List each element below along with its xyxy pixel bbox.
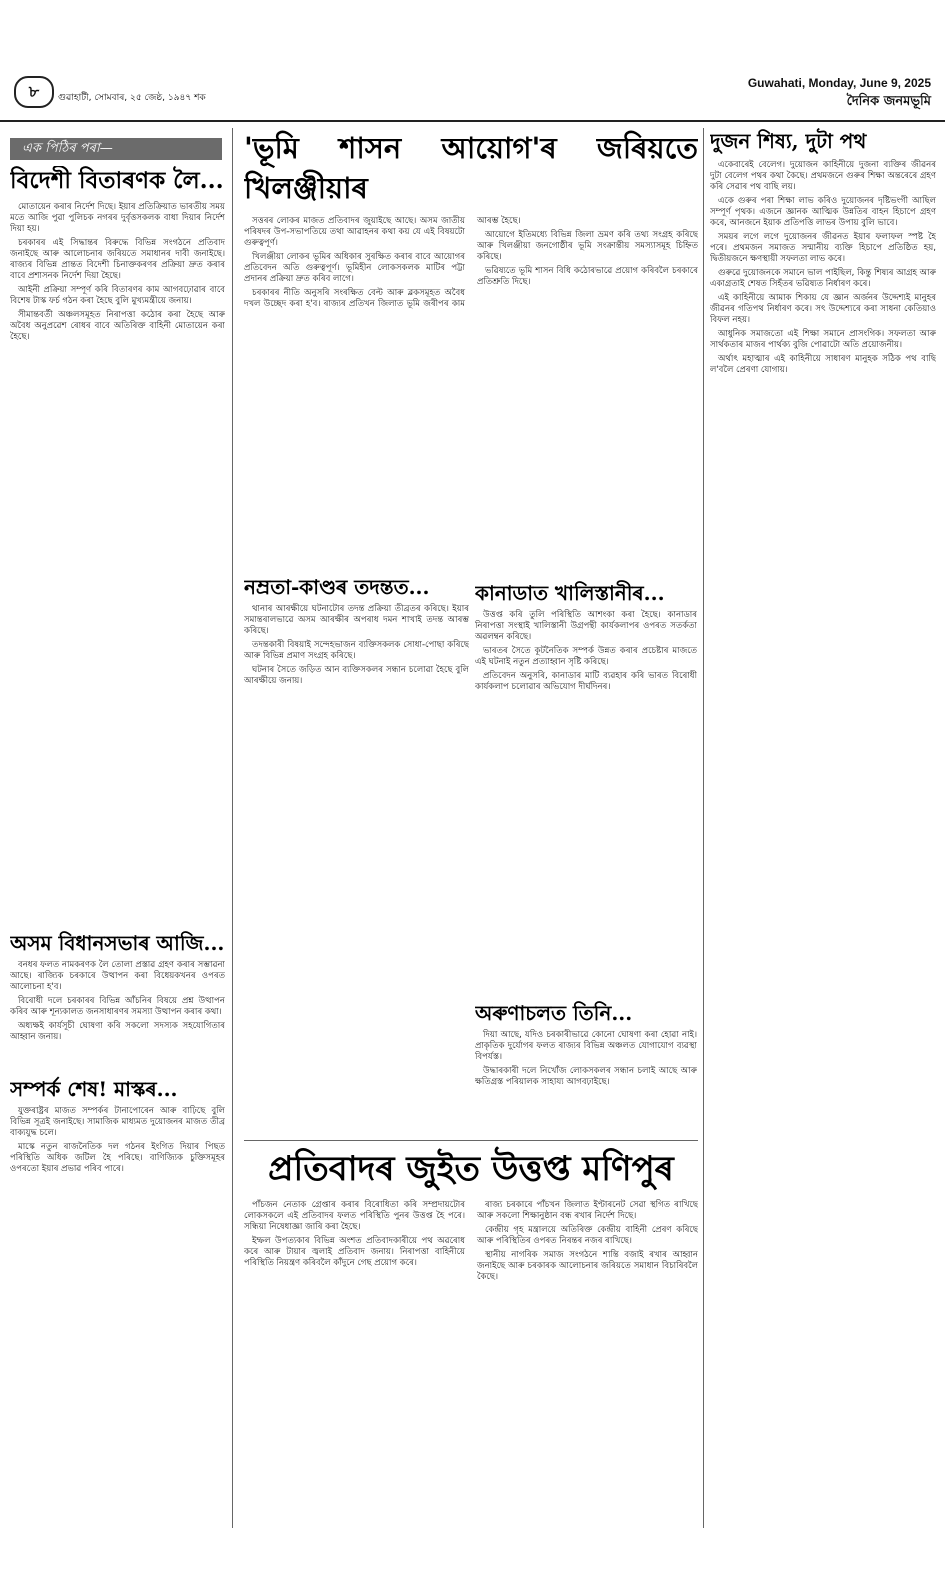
headline-manipur: প্ৰতিবাদৰ জুইত উত্তপ্ত মণিপুৰ xyxy=(268,1149,674,1189)
foreign-para: আইনী প্ৰক্ৰিয়া সম্পূৰ্ণ কৰি বিতাৰণৰ কাম আগবঢ়োৱাৰ বাবে বিশেষ টাস্ক ফৰ্চ গঠন কৰা হৈছে বুলি মুখ্যমন্ত্ৰীয়ে জনায়। xyxy=(10,285,225,306)
disciples-para: সময়ৰ লগে লগে দুয়োজনৰ জীৱনত ইয়াৰ ফলাফল স্পষ্ট হৈ পৰে। প্ৰথমজন সমাজত সন্মানীয় ব্যক্তি হিচাপে প্ৰতিষ্ঠিত হয়, দ্বিতীয়জনে ক্ষণস্থায়ী সফলতা লাভ কৰে। xyxy=(710,232,936,264)
article-manipur xyxy=(244,1146,698,1526)
headline-canada: কানাডাত খালিস্তানীৰ... xyxy=(475,581,665,605)
canada-para: উত্তপ্ত কৰি তুলি পৰিস্থিতি আশংকা কৰা হৈছে। কানাডাৰ নিৰাপত্তা সংস্থাই খালিস্তানী উগ্ৰপন্থী কাৰ্যকলাপৰ ওপৰত সতৰ্কতা অৱলম্বন কৰিছে। xyxy=(475,610,697,642)
manipur-para: পাঁচজন নেতাক গ্ৰেপ্তাৰ কৰাৰ বিৰোধিতা কৰি সম্প্ৰদায়টোৰ লোকসকলে এই প্ৰতিবাদৰ ফলত পৰিস্থিতি পুনৰ উত্তপ্ত হৈ পৰে। সন্ধিয়া নিষেধাজ্ঞা জাৰি কৰা হৈছে। xyxy=(244,1200,465,1232)
article-land xyxy=(244,128,698,568)
manipur-para: স্থানীয় নাগৰিক সমাজ সংগঠনে শান্তি বজাই ৰখাৰ আহ্বান জনাইছে আৰু চৰকাৰক আলোচনাৰ জৰিয়তে সমাধান বিচাৰিবলৈ কৈছে। xyxy=(477,1250,698,1282)
disciples-para: এই কাহিনীয়ে আমাক শিকায় যে জ্ঞান অৰ্জনৰ উদ্দেশ্যই মানুহৰ জীৱনৰ গতিপথ নিৰ্ধাৰণ কৰে। সৎ উদ্দেশ্যৰে কৰা সাধনা কেতিয়াও বিফল নহয়। xyxy=(710,293,936,325)
manipur-para: কেন্দ্ৰীয় গৃহ মন্ত্ৰালয়ে অতিৰিক্ত কেন্দ্ৰীয় বাহিনী প্ৰেৰণ কৰিছে আৰু পৰিস্থিতিৰ ওপৰত নিৰন্তৰ নজৰ ৰাখিছে। xyxy=(477,1225,698,1246)
probe-para: থানাৰ আৰক্ষীয়ে ঘটনাটোৰ তদন্ত প্ৰক্ৰিয়া তীব্ৰতৰ কৰিছে। ইয়াৰ সমান্তৰালভাৱে অসম আৰক্ষীৰ অপৰাধ দমন শাখাই তদন্ত আৰম্ভ কৰিছে। xyxy=(244,604,469,636)
mask-para: যুক্তৰাষ্ট্ৰৰ মাজত সম্পৰ্কৰ টানাপোৰেন আৰু বাঢ়িছে বুলি বিভিন্ন সূত্ৰই জনাইছে। সামাজিক মাধ্যমত দুয়োজনৰ মাজত তীব্ৰ বাক্যযুদ্ধ চলে। xyxy=(10,1106,225,1138)
arunachal-para: দিয়া আছে, যদিও চৰকাৰীভাৱে কোনো ঘোষণা কৰা হোৱা নাই। প্ৰাকৃতিক দুৰ্যোগৰ ফলত ৰাজ্যৰ বিভিন্ন অঞ্চলত যোগাযোগ ব্যৱস্থা বিপৰ্যস্ত। xyxy=(475,1030,697,1062)
land-para: সত্তৰৰ লোকৰ মাজত প্ৰতিবাদৰ জুয়াইছে আছে। অসম জাতীয় পৰিষদৰ উপ-সভাপতিয়ে তথা আৱাহনৰ কথা কয় যে এই বিষয়টো গুৰুত্বপূৰ্ণ। xyxy=(244,216,465,248)
headline-mask: সম্পৰ্ক শেষ! মাস্কৰ... xyxy=(10,1077,178,1101)
assembly-para: বনধৰ ফলত নামকৰণক লৈ তোলা প্ৰস্তাৱ গ্ৰহণ কৰাৰ সম্ভাৱনা আছে। ৰাজ্যিক চৰকাৰে উত্থাপন কৰা বিধেয়কখনৰ ওপৰত আলোচনা হ'ব। xyxy=(10,960,225,992)
newspaper-brand: দৈনিক জনমভূমি xyxy=(846,94,931,109)
disciples-para: একে গুৰুৰ পৰা শিক্ষা লাভ কৰিও দুয়োজনৰ দৃষ্টিভংগী আছিল সম্পূৰ্ণ পৃথক। এজনে জ্ঞানক আত্মিক উন্নতিৰ বাহন হিচাপে গ্ৰহণ কৰে, আনজনে ইয়াক প্ৰতিপত্তি লাভৰ উপায় বুলি ভাবে। xyxy=(710,196,936,228)
foreign-para: মোতায়েন কৰাৰ নির্দেশ দিছে। ইয়াৰ প্ৰতিক্ৰিয়াত ভাৰতীয় সময় মতে আজি পুৱা পুলিচক নগৰৰ দুৰ্বৃত্তসকলক বাধা দিয়াৰ নির্দেশ দিয়া হয়। xyxy=(10,202,225,234)
assembly-para: অধ্যক্ষই কাৰ্যসূচী ঘোষণা কৰি সকলো সদস্যক সহযোগিতাৰ আহ্বান জনায়। xyxy=(10,1021,225,1042)
manipur-para: ৰাজ্য চৰকাৰে পাঁচখন জিলাত ইণ্টাৰনেট সেৱা স্থগিত ৰাখিছে আৰু সকলো শিক্ষানুষ্ঠান বন্ধ ৰখাৰ নির্দেশ দিছে। xyxy=(477,1200,698,1221)
article-disciples xyxy=(710,128,936,1526)
land-para: আয়োগে ইতিমধ্যে বিভিন্ন জিলা ভ্ৰমণ কৰি তথ্য সংগ্ৰহ কৰিছে আৰু খিলঞ্জীয়া জনগোষ্ঠীৰ ভূমি সংক্ৰান্তীয় সমস্যাসমূহ চিহ্নিত কৰিছে। xyxy=(477,230,698,262)
headline-arunachal: অৰুণাচলত তিনি... xyxy=(475,1001,633,1025)
arunachal-para: উদ্ধাৰকাৰী দলে নিখোঁজ লোকসকলৰ সন্ধান চলাই আছে আৰু ক্ষতিগ্ৰস্ত পৰিয়ালক সাহায্য আগবঢ়াইছে। xyxy=(475,1066,697,1087)
article-arunachal xyxy=(475,1000,697,1140)
land-para: খিলঞ্জীয়া লোকৰ ভূমিৰ অধিকাৰ সুৰক্ষিত কৰাৰ বাবে আয়োগৰ প্ৰতিবেদন অতি গুৰুত্বপূৰ্ণ। ভূমিহীন লোকসকলক মাটিৰ পট্টা প্ৰদানৰ প্ৰক্ৰিয়া দ্ৰুত কৰিব লাগে। xyxy=(244,252,465,284)
canada-para: ভাৰতৰ সৈতে কূটনৈতিক সম্পৰ্ক উন্নত কৰাৰ প্ৰচেষ্টাৰ মাজতে এই ঘটনাই নতুন প্ৰত্যাহ্বান সৃষ্টি কৰিছে। xyxy=(475,646,697,667)
column-divider xyxy=(703,128,704,1528)
land-para: ভৱিষ্যতে ভূমি শাসন বিধি কঠোৰভাৱে প্ৰয়োগ কৰিবলৈ চৰকাৰে প্ৰতিশ্ৰুতি দিছে। xyxy=(477,266,698,287)
page-number: ৮ xyxy=(14,76,54,108)
canada-para: প্ৰতিবেদন অনুসৰি, কানাডাৰ মাটি ব্যৱহাৰ কৰি ভাৰত বিৰোধী কাৰ্যকলাপ চলোৱাৰ অভিযোগ দীৰ্ঘদিনৰ। xyxy=(475,671,697,692)
article-probe xyxy=(244,574,469,1134)
article-mask xyxy=(10,1076,225,1526)
article-canada xyxy=(475,580,697,1000)
foreign-para: সীমান্তবৰ্তী অঞ্চলসমূহত নিৰাপত্তা কঠোৰ কৰা হৈছে আৰু অবৈধ অনুপ্ৰৱেশ ৰোধৰ বাবে অতিৰিক্ত বাহিনী মোতায়েন কৰা হৈছে। xyxy=(10,310,225,342)
disciples-para: একেবাৰেই বেলেগ। দুয়োজন কাহিনীয়ে দুজনা ব্যক্তিৰ জীৱনৰ দুটা বেলেগ পথৰ কথা কৈছে। প্ৰথমজনে গুৰুৰ শিক্ষা অন্তৰেৰে গ্ৰহণ কৰি সেৱাৰ পথ বাছি লয়। xyxy=(710,160,936,192)
headline-probe: নম্ৰতা-কাণ্ডৰ তদন্তত... xyxy=(244,575,430,599)
mask-para: মাস্কে নতুন ৰাজনৈতিক দল গঠনৰ ইংগিত দিয়াৰ পিছত পৰিস্থিতি অধিক জটিল হৈ পৰিছে। বাণিজ্যিক চুক্তিসমূহৰ ওপৰতো ইয়াৰ প্ৰভাৱ পৰিব পাৰে। xyxy=(10,1142,225,1174)
probe-para: ঘটনাৰ সৈতে জড়িত আন ব্যক্তিসকলৰ সন্ধান চলোৱা হৈছে বুলি আৰক্ষীয়ে জনায়। xyxy=(244,665,469,686)
manipur-para: ইম্ফল উপত্যকাৰ বিভিন্ন অংশত প্ৰতিবাদকাৰীয়ে পথ অৱৰোধ কৰে আৰু টায়াৰ জ্বলাই প্ৰতিবাদ জনায়। নিৰাপত্তা বাহিনীয়ে পৰিস্থিতি নিয়ন্ত্ৰণ কৰিবলৈ কাঁদুনে গেছ প্ৰয়োগ কৰে। xyxy=(244,1236,465,1268)
column-divider xyxy=(232,128,233,1528)
land-para: চৰকাৰৰ নীতি অনুসৰি সংৰক্ষিত বেল্ট আৰু ব্লকসমূহত অবৈধ দখল উচ্ছেদ কৰা হ'ব। ৰাজ্যৰ প্ৰতিখন জিলাত ভূমি জৰীপৰ কাম আৰম্ভ হৈছে। xyxy=(244,216,521,309)
disciples-para: অৰ্থাৎ মহাত্মাৰ এই কাহিনীয়ে সাধাৰণ মানুহক সঠিক পথ বাছি ল'বলৈ প্ৰেৰণা যোগায়। xyxy=(710,354,936,375)
masthead xyxy=(8,72,937,118)
headline-disciples: দুজন শিষ্য, দুটা পথ xyxy=(710,129,867,153)
dateline-assamese: গুৱাহাটী, সোমবাৰ, ২৫ জেষ্ঠ, ১৯৪৭ শক xyxy=(58,93,206,103)
section-tag: এক পিঠিৰ পৰা— xyxy=(10,138,222,160)
headline-assembly: অসম বিধানসভাৰ আজি... xyxy=(10,931,225,955)
masthead-rule xyxy=(0,120,945,122)
assembly-para: বিৰোধী দলে চৰকাৰৰ বিভিন্ন আঁচনিৰ বিষয়ে প্ৰশ্ন উত্থাপন কৰিব আৰু শূন্যকালত জনসাধাৰণৰ সমস্যা উত্থাপন কৰাৰ কথা। xyxy=(10,996,225,1017)
section-divider xyxy=(244,1140,698,1141)
probe-para: তদন্তকাৰী বিষয়াই সন্দেহভাজন ব্যক্তিসকলক সোধা-পোছা কৰিছে আৰু বিভিন্ন প্ৰমাণ সংগ্ৰহ কৰিছে। xyxy=(244,640,469,661)
foreign-para: চৰকাৰৰ এই সিদ্ধান্তৰ বিৰুদ্ধে বিভিন্ন সংগঠনে প্ৰতিবাদ জনাইছে আৰু আলোচনাৰ জৰিয়তে সমাধানৰ দাবী জনাইছে। ৰাজ্যৰ বিভিন্ন প্ৰান্তত বিদেশী চিনাক্তকৰণৰ প্ৰক্ৰিয়া দ্ৰুত কৰাৰ বাবে প্ৰশাসনক নিৰ্দেশ দিয়া হৈছে। xyxy=(10,238,225,281)
headline-foreign: বিদেশী বিতাৰণক লৈ... xyxy=(10,167,224,194)
disciples-para: গুৰুৱে দুয়োজনকে সমানে ভাল পাইছিল, কিন্তু শিষ্যৰ আগ্ৰহ আৰু একাগ্ৰতাই শেষত সিহঁতৰ ভৱিষ্যত নিৰ্ধাৰণ কৰে। xyxy=(710,268,936,289)
dateline-english: Guwahati, Monday, June 9, 2025 xyxy=(747,76,931,90)
article-foreign xyxy=(10,166,225,926)
headline-land: 'ভূমি শাসন আয়োগ'ৰ জৰিয়তে খিলঞ্জীয়াৰ xyxy=(244,131,698,205)
disciples-para: আধুনিক সমাজতো এই শিক্ষা সমানে প্ৰাসংগিক। সফলতা আৰু সাৰ্থকতাৰ মাজৰ পাৰ্থক্য বুজি পোৱাটো অতি প্ৰয়োজনীয়। xyxy=(710,329,936,350)
